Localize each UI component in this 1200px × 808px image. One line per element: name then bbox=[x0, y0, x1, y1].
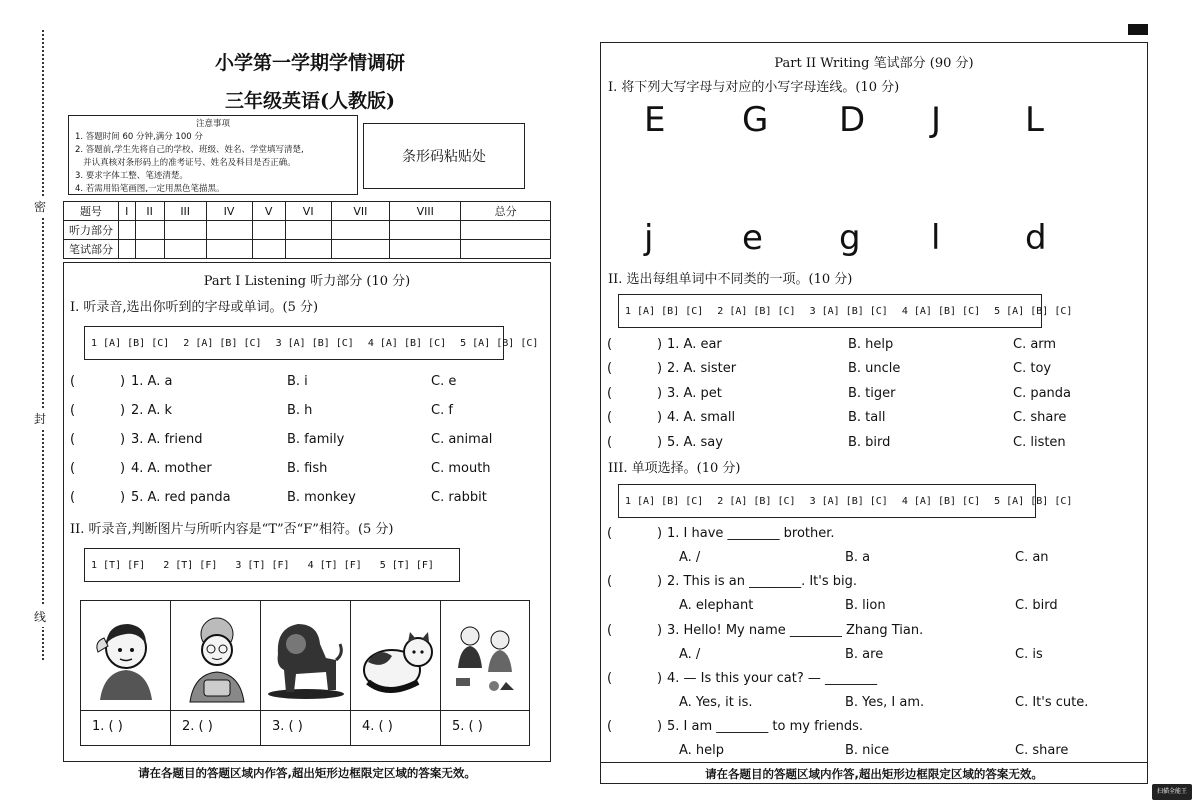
score-cell[interactable] bbox=[390, 221, 461, 240]
question-option-a: 4. A. small bbox=[667, 410, 736, 425]
answer-bubbles[interactable] bbox=[618, 484, 1073, 518]
bubble-group[interactable]: 3 [T] [F] bbox=[235, 559, 290, 571]
question-option-a: 2. A. sister bbox=[667, 361, 737, 376]
question-option-a: A. Yes, it is. bbox=[679, 695, 753, 710]
question-option-c: C. mouth bbox=[431, 461, 491, 476]
cat-picture bbox=[358, 626, 436, 698]
answer-paren-close: ) bbox=[120, 490, 126, 505]
score-header: II bbox=[135, 202, 164, 221]
question-option-b: B. tall bbox=[848, 410, 886, 425]
barcode-label: 条形码粘贴处 bbox=[402, 149, 486, 165]
answer-paren-close: ) bbox=[657, 526, 663, 541]
children-playing-picture bbox=[448, 622, 526, 696]
score-header: VII bbox=[331, 202, 390, 221]
score-header: III bbox=[164, 202, 206, 221]
grid-divider bbox=[170, 600, 171, 746]
answer-paren[interactable]: ( bbox=[607, 526, 613, 541]
question-option-c: C. share bbox=[1013, 410, 1067, 425]
bubble-group[interactable]: 3 [A] [B] [C] bbox=[275, 337, 354, 349]
part1-title: Part I Listening 听力部分 (10 分) bbox=[203, 274, 411, 289]
question-option-c: C. arm bbox=[1013, 337, 1057, 352]
question-option-c: C. toy bbox=[1013, 361, 1052, 376]
notes-item: 1. 答题时间 60 分钟,满分 100 分 bbox=[75, 132, 203, 142]
score-cell[interactable] bbox=[119, 240, 136, 259]
score-cell[interactable] bbox=[331, 240, 390, 259]
boy-thinking-picture bbox=[90, 612, 160, 704]
question-stem: 1. I have ________ brother. bbox=[667, 526, 835, 541]
score-cell[interactable] bbox=[135, 221, 164, 240]
question-option-c: C. f bbox=[431, 403, 453, 418]
score-header: 题号 bbox=[64, 202, 119, 221]
answer-paren[interactable]: ( bbox=[607, 719, 613, 734]
footer-note: 请在各题目的答题区域内作答,超出矩形边框限定区域的答案无效。 bbox=[705, 767, 1043, 781]
corner-mark bbox=[1128, 24, 1148, 35]
score-cell[interactable] bbox=[135, 240, 164, 259]
question-stem: 2. This is an ________. It's big. bbox=[667, 574, 858, 589]
answer-bubbles[interactable] bbox=[84, 326, 539, 360]
lowercase-letter: l bbox=[931, 218, 941, 258]
answer-paren-close: ) bbox=[657, 361, 663, 376]
question-option-b: B. bird bbox=[848, 435, 891, 450]
answer-paren-close: ) bbox=[657, 671, 663, 686]
answer-bubbles[interactable] bbox=[84, 548, 460, 582]
answer-paren[interactable]: ( bbox=[607, 386, 613, 401]
question-option-c: C. It's cute. bbox=[1015, 695, 1089, 710]
notes-item: 并认真核对条形码上的准考证号、姓名及科目是否正确。 bbox=[75, 158, 296, 168]
score-cell[interactable] bbox=[252, 221, 285, 240]
question-option-a: 2. A. k bbox=[131, 403, 172, 418]
grid-divider bbox=[260, 600, 261, 746]
part1-s1-title: I. 听录音,选出你听到的字母或单词。(5 分) bbox=[70, 300, 319, 315]
question-option-a: A. / bbox=[679, 550, 701, 565]
notes-heading: 注意事项 bbox=[195, 119, 230, 129]
question-option-a: 5. A. say bbox=[667, 435, 723, 450]
answer-paren[interactable]: ( bbox=[70, 490, 76, 505]
question-option-b: B. i bbox=[287, 374, 308, 389]
question-option-b: B. tiger bbox=[848, 386, 896, 401]
answer-paren-close: ) bbox=[657, 719, 663, 734]
answer-paren[interactable]: ( bbox=[70, 461, 76, 476]
answer-paren-close: ) bbox=[657, 623, 663, 638]
notes-item: 4. 若需用铅笔画图,一定用黑色笔描黑。 bbox=[75, 184, 225, 194]
bubble-group[interactable]: 2 [A] [B] [C] bbox=[717, 495, 796, 507]
page-subtitle: 三年级英语(人教版) bbox=[225, 90, 395, 112]
bubble-group[interactable]: 1 [T] [F] bbox=[91, 559, 146, 571]
notes-item: 3. 要求字体工整、笔迹清楚。 bbox=[75, 171, 188, 181]
bubble-group[interactable]: 5 [T] [F] bbox=[379, 559, 434, 571]
question-option-a: 3. A. friend bbox=[131, 432, 203, 447]
answer-paren-close: ) bbox=[657, 386, 663, 401]
score-header: 总分 bbox=[461, 202, 551, 221]
grandma-picture bbox=[186, 612, 248, 704]
score-cell[interactable] bbox=[285, 221, 331, 240]
binding-char: 封 bbox=[34, 408, 46, 429]
uppercase-letter: L bbox=[1025, 100, 1044, 140]
score-cell[interactable] bbox=[206, 240, 252, 259]
question-option-a: A. elephant bbox=[679, 598, 754, 613]
question-option-c: C. rabbit bbox=[431, 490, 487, 505]
question-option-c: C. e bbox=[431, 374, 457, 389]
answer-paren-close: ) bbox=[657, 574, 663, 589]
bubble-group[interactable]: 2 [A] [B] [C] bbox=[717, 305, 796, 317]
score-header: VIII bbox=[390, 202, 461, 221]
uppercase-letter: D bbox=[839, 100, 866, 140]
lowercase-letter: j bbox=[644, 218, 654, 258]
score-cell[interactable] bbox=[206, 221, 252, 240]
question-stem: 5. I am ________ to my friends. bbox=[667, 719, 863, 734]
answer-paren[interactable]: ( bbox=[607, 337, 613, 352]
lion-picture bbox=[266, 614, 346, 700]
question-option-b: B. fish bbox=[287, 461, 328, 476]
picture-answer[interactable]: 4. ( ) bbox=[362, 719, 393, 734]
score-cell[interactable] bbox=[252, 240, 285, 259]
answer-paren-close: ) bbox=[657, 337, 663, 352]
question-stem: 3. Hello! My name ________ Zhang Tian. bbox=[667, 623, 924, 638]
answer-paren[interactable]: ( bbox=[70, 432, 76, 447]
bubble-group[interactable]: 4 [A] [B] [C] bbox=[901, 495, 981, 507]
part2-title: Part II Writing 笔试部分 (90 分) bbox=[774, 56, 974, 71]
question-option-c: C. listen bbox=[1013, 435, 1066, 450]
bubble-group[interactable]: 1 [A] [B] [C] bbox=[91, 337, 170, 349]
question-option-b: B. monkey bbox=[287, 490, 356, 505]
bubble-group[interactable]: 1 [A] [B] [C] bbox=[625, 305, 704, 317]
bubble-group[interactable]: 2 [A] [B] [C] bbox=[183, 337, 262, 349]
answer-paren[interactable]: ( bbox=[607, 410, 613, 425]
lowercase-letter: g bbox=[839, 218, 861, 258]
notes-item: 2. 答题前,学生先将自己的学校、班级、姓名、学堂填写清楚, bbox=[75, 145, 304, 155]
answer-paren-close: ) bbox=[657, 410, 663, 425]
part2-s1-title: I. 将下列大写字母与对应的小写字母连线。(10 分) bbox=[608, 80, 900, 95]
bubble-group[interactable]: 4 [A] [B] [C] bbox=[367, 337, 447, 349]
score-header: V bbox=[252, 202, 285, 221]
score-cell[interactable] bbox=[164, 221, 206, 240]
question-option-a: 4. A. mother bbox=[131, 461, 212, 476]
score-header: I bbox=[119, 202, 136, 221]
footer-note: 请在各题目的答题区域内作答,超出矩形边框限定区域的答案无效。 bbox=[138, 766, 476, 780]
page-title: 小学第一学期学情调研 bbox=[214, 52, 405, 74]
lowercase-letter: d bbox=[1025, 218, 1047, 258]
bubble-group[interactable]: 4 [A] [B] [C] bbox=[901, 305, 981, 317]
question-option-b: B. family bbox=[287, 432, 345, 447]
binding-char: 密 bbox=[34, 196, 46, 217]
watermark-badge: 扫描全能王 bbox=[1152, 784, 1192, 800]
bubble-group[interactable]: 2 [T] [F] bbox=[163, 559, 218, 571]
footer-divider bbox=[600, 762, 1148, 763]
question-option-a: 3. A. pet bbox=[667, 386, 722, 401]
answer-paren[interactable]: ( bbox=[607, 361, 613, 376]
uppercase-letter: G bbox=[742, 100, 769, 140]
question-option-a: 5. A. red panda bbox=[131, 490, 231, 505]
question-option-c: C. panda bbox=[1013, 386, 1072, 401]
part2-s2-title: II. 选出每组单词中不同类的一项。(10 分) bbox=[608, 272, 853, 287]
score-cell[interactable] bbox=[285, 240, 331, 259]
question-option-a: A. / bbox=[679, 647, 701, 662]
answer-paren-close: ) bbox=[657, 435, 663, 450]
answer-paren[interactable]: ( bbox=[70, 374, 76, 389]
bubble-group[interactable]: 4 [T] [F] bbox=[307, 559, 362, 571]
answer-paren-close: ) bbox=[120, 432, 126, 447]
score-header: VI bbox=[285, 202, 331, 221]
score-table bbox=[63, 201, 551, 259]
score-header: IV bbox=[206, 202, 252, 221]
question-option-b: B. uncle bbox=[848, 361, 901, 376]
bubble-group[interactable]: 5 [A] [B] [C] bbox=[460, 337, 539, 349]
answer-paren[interactable]: ( bbox=[607, 574, 613, 589]
score-row-label: 笔试部分 bbox=[64, 240, 119, 259]
question-option-c: C. is bbox=[1015, 647, 1043, 662]
question-option-a: A. help bbox=[679, 743, 725, 758]
grid-divider bbox=[350, 600, 351, 746]
answer-paren-close: ) bbox=[120, 374, 126, 389]
bubble-group[interactable]: 5 [A] [B] [C] bbox=[994, 495, 1073, 507]
score-cell[interactable] bbox=[390, 240, 461, 259]
score-row-label: 听力部分 bbox=[64, 221, 119, 240]
answer-paren[interactable]: ( bbox=[607, 623, 613, 638]
score-cell[interactable] bbox=[461, 240, 551, 259]
answer-paren[interactable]: ( bbox=[607, 435, 613, 450]
question-option-b: B. h bbox=[287, 403, 313, 418]
score-cell[interactable] bbox=[461, 221, 551, 240]
question-option-c: C. an bbox=[1015, 550, 1049, 565]
score-cell[interactable] bbox=[119, 221, 136, 240]
lowercase-letter: e bbox=[742, 218, 763, 258]
bubble-group[interactable]: 3 [A] [B] [C] bbox=[809, 305, 888, 317]
uppercase-letter: E bbox=[644, 100, 666, 140]
binding-char: 线 bbox=[34, 606, 46, 627]
picture-answer[interactable]: 2. ( ) bbox=[182, 719, 213, 734]
bubble-group[interactable]: 1 [A] [B] [C] bbox=[625, 495, 704, 507]
question-option-a: 1. A. ear bbox=[667, 337, 722, 352]
score-cell[interactable] bbox=[331, 221, 390, 240]
answer-paren[interactable]: ( bbox=[607, 671, 613, 686]
answer-paren-close: ) bbox=[120, 403, 126, 418]
question-option-b: B. are bbox=[845, 647, 884, 662]
question-option-a: 1. A. a bbox=[131, 374, 173, 389]
picture-answer[interactable]: 1. ( ) bbox=[92, 719, 123, 734]
question-option-b: B. nice bbox=[845, 743, 890, 758]
answer-bubbles[interactable] bbox=[618, 294, 1073, 328]
score-cell[interactable] bbox=[164, 240, 206, 259]
question-option-c: C. animal bbox=[431, 432, 493, 447]
grid-divider bbox=[440, 600, 441, 746]
question-option-c: C. share bbox=[1015, 743, 1069, 758]
question-option-b: B. help bbox=[848, 337, 894, 352]
answer-paren[interactable]: ( bbox=[70, 403, 76, 418]
grid-divider bbox=[80, 710, 530, 711]
question-stem: 4. — Is this your cat? — ________ bbox=[667, 671, 877, 686]
answer-paren-close: ) bbox=[120, 461, 126, 476]
question-option-b: B. Yes, I am. bbox=[845, 695, 925, 710]
uppercase-letter: J bbox=[931, 100, 942, 140]
bubble-group[interactable]: 5 [A] [B] [C] bbox=[994, 305, 1073, 317]
part1-s2-title: II. 听录音,判断图片与所听内容是“T”否“F”相符。(5 分) bbox=[70, 522, 394, 537]
question-option-b: B. a bbox=[845, 550, 871, 565]
binding-line bbox=[42, 30, 44, 660]
question-option-c: C. bird bbox=[1015, 598, 1058, 613]
question-option-b: B. lion bbox=[845, 598, 886, 613]
picture-answer[interactable]: 5. ( ) bbox=[452, 719, 483, 734]
part2-s3-title: III. 单项选择。(10 分) bbox=[608, 461, 741, 476]
picture-answer[interactable]: 3. ( ) bbox=[272, 719, 303, 734]
notes-box bbox=[68, 115, 358, 195]
barcode-area bbox=[363, 123, 525, 189]
bubble-group[interactable]: 3 [A] [B] [C] bbox=[809, 495, 888, 507]
